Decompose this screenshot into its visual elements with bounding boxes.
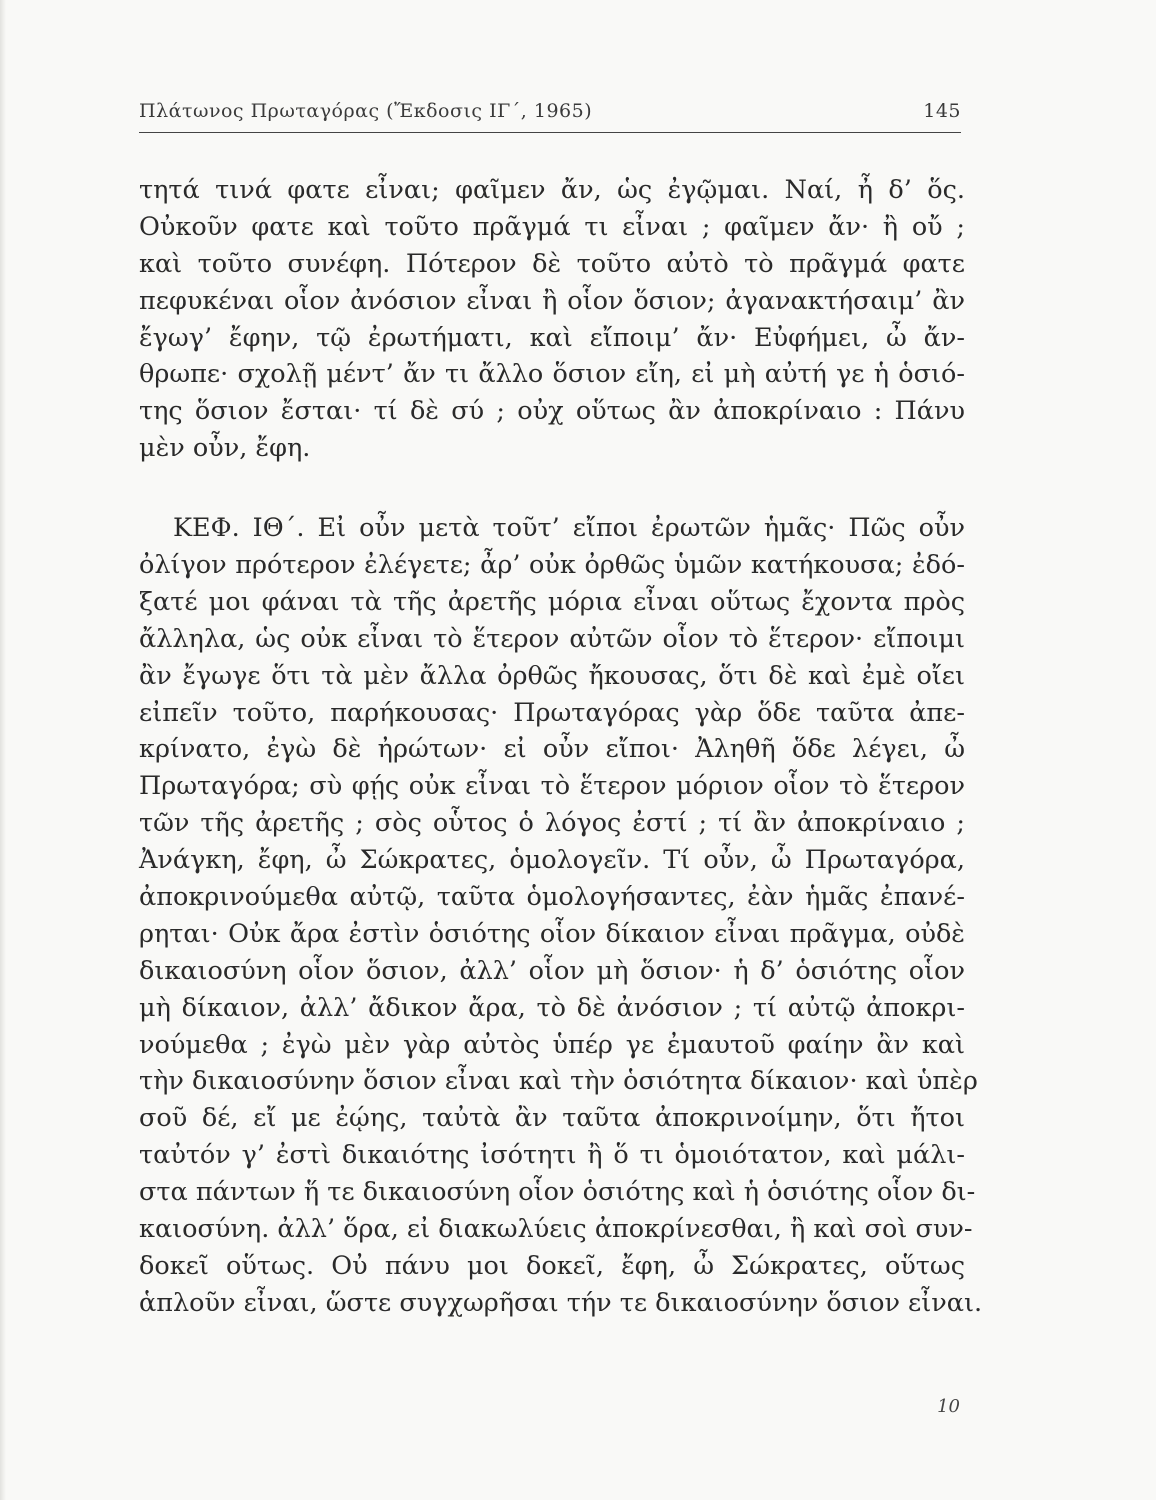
chapter-heading-line: ΚΕΦ. ΙΘ΄. Εἰ οὖν μετὰ τοῦτ’ εἴποι ἐρωτῶν ἡμᾶς· Πῶς οὖν <box>173 513 965 544</box>
text-line: ταὐτόν γ’ ἐστὶ δικαιότης ἰσότητι ἢ ὅ τι ὁμοιότατον, καὶ μάλι- <box>139 1140 965 1171</box>
text-line: στα πάντων ἥ τε δικαιοσύνη οἷον ὁσιότης καὶ ἡ ὁσιότης οἷον δι- <box>139 1177 976 1208</box>
text-line: ξατέ μοι φάναι τὰ τῆς ἀρετῆς μόρια εἶναι οὕτως ἔχοντα πρὸς <box>139 586 965 617</box>
header-rule <box>139 132 961 133</box>
text-line: ἀποκρινούμεθα αὐτῷ, ταῦτα ὁμολογήσαντες, ἐὰν ἡμᾶς ἐπανέ- <box>139 882 965 913</box>
text-line: της ὅσιον ἔσται· τί δὲ σύ ; οὐχ οὕτως ἂν ἀποκρίναιο : Πάνυ <box>139 396 965 427</box>
chapter-paragraph <box>139 510 983 1322</box>
text-line: Πρωταγόρα; σὺ φῄς οὐκ εἶναι τὸ ἕτερον μόριον οἷον τὸ ἕτερον <box>139 771 965 802</box>
running-head <box>139 100 961 130</box>
text-line: κρίνατο, ἐγὼ δὲ ἠρώτων· εἰ οὖν εἴποι· Ἀληθῆ ὅδε λέγει, ὦ <box>139 734 965 765</box>
text-line: ὀλίγον πρότερον ἐλέγετε; ἆρ’ οὐκ ὀρθῶς ὑμῶν κατήκουσα; ἐδό- <box>139 550 965 581</box>
text-line: τὴν δικαιοσύνην ὅσιον εἶναι καὶ τὴν ὁσιότητα δίκαιον· καὶ ὑπὲρ <box>139 1066 978 1097</box>
text-line: δικαιοσύνη οἷον ὅσιον, ἀλλ’ οἷον μὴ ὅσιον· ἡ δ’ ὁσιότης οἷον <box>139 955 965 986</box>
gathering-signature: 10 <box>937 1396 960 1417</box>
text-line: νούμεθα ; ἐγὼ μὲν γὰρ αὐτὸς ὑπέρ γε ἐμαυτοῦ φαίην ἂν καὶ <box>139 1029 965 1060</box>
text-line: τῶν τῆς ἀρετῆς ; σὸς οὗτος ὁ λόγος ἐστί ; τί ἂν ἀποκρίναιο ; <box>139 808 965 839</box>
scan-edge-shadow <box>0 0 6 1500</box>
text-line: δοκεῖ οὕτως. Οὐ πάνυ μοι δοκεῖ, ἔφη, ὦ Σώκρατες, οὕτως <box>139 1250 965 1281</box>
text-line: πεφυκέναι οἷον ἀνόσιον εἶναι ἢ οἷον ὅσιον; ἀγανακτήσαιμ’ ἂν <box>139 285 965 316</box>
text-line: μὲν οὖν, ἔφη. <box>139 433 311 464</box>
page-number: 145 <box>923 100 961 122</box>
running-head-title: Πλάτωνος Πρωταγόρας (Ἔκδοσις ΙΓ΄, 1965) <box>139 100 593 122</box>
paragraph-gap <box>139 467 965 510</box>
paragraph-continuation <box>139 172 965 467</box>
text-line: καὶ τοῦτο συνέφη. Πότερον δὲ τοῦτο αὐτὸ τὸ πρᾶγμά φατε <box>139 248 965 279</box>
text-line: ἁπλοῦν εἶναι, ὥστε συγχωρῆσαι τήν τε δικαιοσύνην ὅσιον εἶναι. <box>139 1287 983 1318</box>
text-line: ἄλληλα, ὡς οὐκ εἶναι τὸ ἕτερον αὐτῶν οἷον τὸ ἕτερον· εἴποιμι <box>139 623 965 654</box>
text-line: Ἀνάγκη, ἔφη, ὦ Σώκρατες, ὁμολογεῖν. Τί οὖν, ὦ Πρωταγόρα, <box>139 845 965 876</box>
text-line: καιοσύνη. ἀλλ’ ὅρα, εἰ διακωλύεις ἀποκρίνεσθαι, ἢ καὶ σοὶ συν- <box>139 1214 973 1245</box>
text-line: ἂν ἔγωγε ὅτι τὰ μὲν ἄλλα ὀρθῶς ἤκουσας, ὅτι δὲ καὶ ἐμὲ οἴει <box>139 660 965 691</box>
text-line: μὴ δίκαιον, ἀλλ’ ἄδικον ἄρα, τὸ δὲ ἀνόσιον ; τί αὐτῷ ἀποκρι- <box>139 992 965 1023</box>
text-line: ρηται· Οὐκ ἄρα ἐστὶν ὁσιότης οἷον δίκαιον εἶναι πρᾶγμα, οὐδὲ <box>139 918 965 949</box>
text-line: εἰπεῖν τοῦτο, παρήκουσας· Πρωταγόρας γὰρ ὅδε ταῦτα ἀπε- <box>139 697 965 728</box>
text-line: τητά τινά φατε εἶναι; φαῖμεν ἄν, ὡς ἐγῷμαι. Ναί, ἦ δ’ ὅς. <box>139 175 965 205</box>
body-text <box>139 172 983 1322</box>
text-line: σοῦ δέ, εἴ με ἐῴης, ταὐτὰ ἂν ταῦτα ἀποκρινοίμην, ὅτι ἤτοι <box>139 1103 965 1134</box>
text-line: Οὐκοῦν φατε καὶ τοῦτο πρᾶγμά τι εἶναι ; φαῖμεν ἄν· ἢ οὔ ; <box>139 211 965 242</box>
text-line: ἔγωγ’ ἔφην, τῷ ἐρωτήματι, καὶ εἴποιμ’ ἄν· Εὐφήμει, ὦ ἄν- <box>139 322 965 353</box>
text-line: θρωπε· σχολῇ μέντ’ ἄν τι ἄλλο ὅσιον εἴη, εἰ μὴ αὐτή γε ἡ ὁσιό- <box>139 359 965 390</box>
